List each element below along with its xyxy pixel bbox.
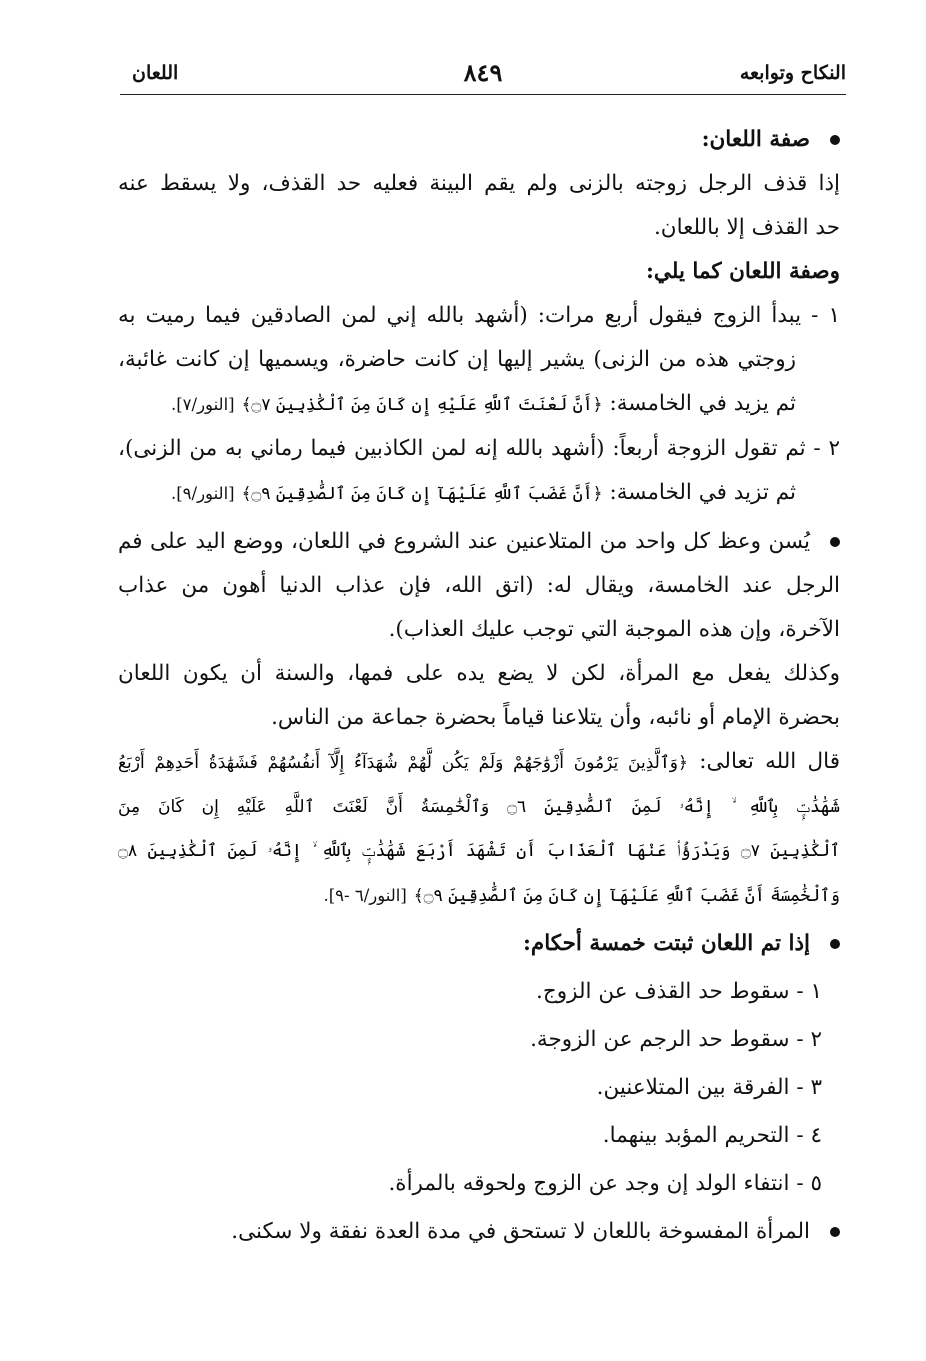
verse-line (118, 740, 840, 785)
woman-line: وكذلك يفعل مع المرأة، لكن لا يضع يده على فمها، والسنة أن يكون اللعان (118, 661, 840, 686)
step1-verse: ﴿أَنَّ لَعْنَتَ ٱللَّهِ عَلَيْهِ إِن كَانَ مِنَ ٱلْكَٰذِبِينَ ۝٧﴾ (241, 395, 603, 415)
step1-line: زوجتي هذه من الزنى) يشير إليها إن كانت حاضرة، ويسميها إن كانت غائبة، (118, 347, 796, 372)
sunnah-line (118, 520, 840, 564)
step2-intro: ثم تزيد في الخامسة: (609, 480, 796, 505)
page-body (118, 118, 840, 1254)
running-header (120, 58, 846, 95)
rulings-heading (118, 922, 840, 966)
step1-last-line (118, 382, 840, 427)
bullet-icon (830, 537, 840, 547)
header-chapter-title: النكاح وتوابعه (739, 62, 846, 84)
verse-intro: قال الله تعالى: (699, 749, 840, 774)
verse-reference: [النور/٦ -٩]. (323, 886, 407, 905)
header-topic-title: اللعان (132, 62, 179, 84)
rulings-heading-text: إذا تم اللعان ثبتت خمسة أحكام: (522, 931, 810, 956)
ruling-item: ٣ - الفرقة بين المتلاعنين. (596, 1075, 822, 1100)
verse-text: وَٱلْخَٰمِسَةَ أَنَّ غَضَبَ ٱللَّهِ عَلَيْهَآ إِن كَانَ مِنَ ٱلصَّٰدِقِينَ ۝٩﴾ (413, 886, 840, 906)
section-heading-text: صفة اللعان: (701, 127, 810, 152)
sunnah-line: الآخرة، وإن هذه الموجبة التي توجب عليك العذاب). (388, 617, 840, 642)
page-number: ٨٤٩ (463, 58, 503, 87)
final-note-text: المرأة المفسوخة باللعان لا تستحق في مدة العدة نفقة ولا سكنى. (231, 1219, 810, 1244)
verse-line: ٱلْكَٰذِبِينَ ۝٧ وَيَدْرَؤُا۟ عَنْهَا ٱلْعَذَابَ أَن تَشْهَدَ أَرْبَعَ شَهَٰدَٰتٍۭ بِٱللَّهِ ۙ إِنَّهُۥ لَمِنَ ٱلْكَٰذِبِينَ ۝٨ (118, 841, 840, 861)
woman-line: بحضرة الإمام أو نائبه، وأن يتلاعنا قياماً بحضرة جماعة من الناس. (271, 705, 840, 730)
step2-reference: [النور/٩]. (170, 484, 235, 503)
verse-text: ﴿وَٱلَّذِينَ يَرْمُونَ أَزْوَٰجَهُمْ وَلَمْ يَكُن لَّهُمْ شُهَدَآءُ إِلَّآ أَنفُسُهُمْ فَشَهَٰدَةُ أَحَدِهِمْ أَرْبَعُ (118, 753, 688, 773)
step1-intro: ثم يزيد في الخامسة: (609, 391, 796, 416)
ruling-item: ٢ - سقوط حد الرجم عن الزوجة. (530, 1027, 822, 1052)
ruling-item: ١ - سقوط حد القذف عن الزوج. (536, 979, 822, 1004)
paragraph-line: حد القذف إلا باللعان. (653, 215, 840, 240)
ruling-item: ٥ - انتفاء الولد إن وجد عن الزوج ولحوقه بالمرأة. (388, 1171, 822, 1196)
bullet-icon (830, 939, 840, 949)
ruling-item: ٤ - التحريم المؤبد بينهما. (602, 1123, 822, 1148)
subheading: وصفة اللعان كما يلي: (645, 259, 840, 284)
step2-verse: ﴿أَنَّ غَضَبَ ٱللَّهِ عَلَيْهَآ إِن كَانَ مِنَ ٱلصَّٰدِقِينَ ۝٩﴾ (241, 484, 603, 504)
sunnah-text: يُسن وعظ كل واحد من المتلاعنين عند الشروع في اللعان، ووضع اليد على فم (118, 529, 810, 554)
paragraph-line: إذا قذف الرجل زوجته بالزنى ولم يقم البينة فعليه حد القذف، ولا يسقط عنه (118, 171, 840, 196)
step1-reference: [النور/٧]. (170, 395, 235, 414)
bullet-icon (830, 1227, 840, 1237)
verse-last-line (118, 873, 840, 918)
bullet-icon (830, 135, 840, 145)
step1-line: ١ - يبدأ الزوج فيقول أربع مرات: (أشهد بالله إني لمن الصادقين فيما رميت به (118, 303, 840, 328)
final-note (118, 1210, 840, 1254)
step2-last-line (118, 471, 840, 516)
sunnah-line: الرجل عند الخامسة، ويقال له: (اتق الله، فإن عذاب الدنيا أهون من عذاب (118, 573, 840, 598)
verse-line: شَهَٰدَٰتٍۭ بِٱللَّهِ ۙ إِنَّهُۥ لَمِنَ ٱلصَّٰدِقِينَ ۝٦ وَٱلْخَٰمِسَةُ أَنَّ لَعْنَتَ ٱللَّهِ عَلَيْهِ إِن كَانَ مِنَ (118, 797, 840, 817)
section-heading (118, 118, 840, 162)
step2-line: ٢ - ثم تقول الزوجة أربعاً: (أشهد بالله إنه لمن الكاذبين فيما رماني به من الزنى)، (118, 436, 840, 461)
